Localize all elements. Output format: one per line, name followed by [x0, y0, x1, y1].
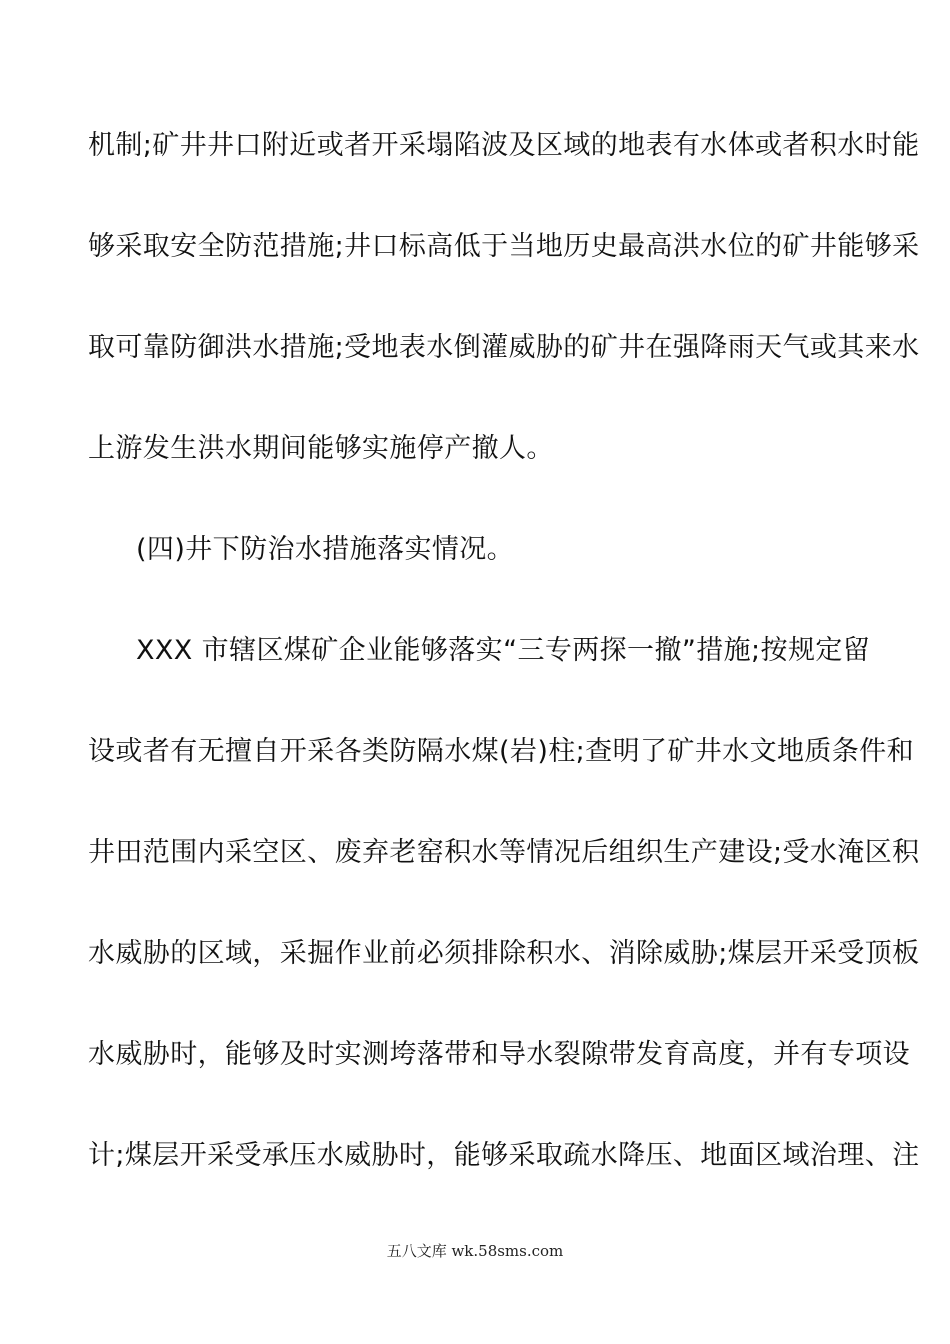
paragraph-line: 井田范围内采空区、废弃老窑积水等情况后组织生产建设;受水淹区积	[88, 837, 920, 868]
section-heading: (四)井下防治水措施落实情况。	[136, 534, 515, 565]
paragraph-line: 水威胁时，能够及时实测垮落带和导水裂隙带发育高度，并有专项设	[88, 1039, 910, 1070]
paragraph-line: XXX 市辖区煤矿企业能够落实“三专两探一撤”措施;按规定留	[136, 635, 871, 666]
paragraph-line: 取可靠防御洪水措施;受地表水倒灌威胁的矿井在强降雨天气或其来水	[88, 332, 920, 363]
paragraph-line: 水威胁的区域，采掘作业前必须排除积水、消除威胁;煤层开采受顶板	[88, 938, 920, 969]
page-footer: 五八文库 wk.58sms.com	[386, 1242, 564, 1260]
paragraph-line: 设或者有无擅自开采各类防隔水煤(岩)柱;查明了矿井水文地质条件和	[88, 736, 914, 767]
paragraph-line: 计;煤层开采受承压水威胁时，能够采取疏水降压、地面区域治理、注	[88, 1140, 920, 1171]
paragraph-line: 上游发生洪水期间能够实施停产撤人。	[88, 433, 554, 464]
paragraph-line: 机制;矿井井口附近或者开采塌陷波及区域的地表有水体或者积水时能	[88, 130, 920, 161]
paragraph-line: 够采取安全防范措施;井口标高低于当地历史最高洪水位的矿井能够采	[88, 231, 920, 262]
